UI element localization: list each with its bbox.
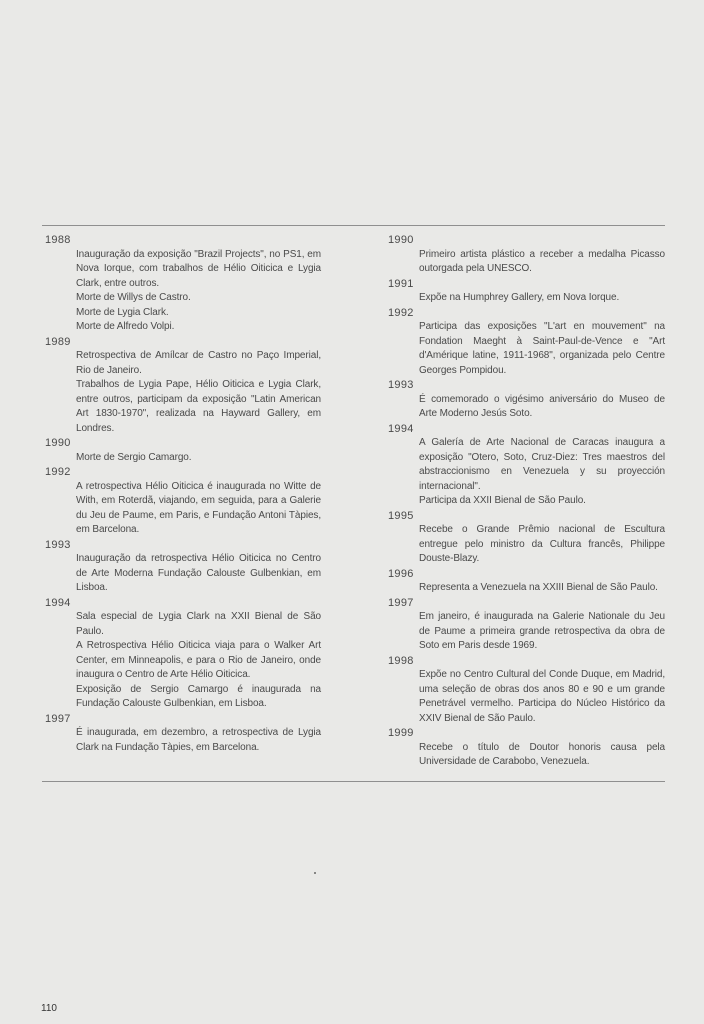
year-heading: 1992 xyxy=(388,306,414,319)
timeline-entry: A Galería de Arte Nacional de Caracas inaugura a exposição "Otero, Soto, Cruz-Diez: Tres maestros del abstraccionismo en Venezuela y su proyección internacional". xyxy=(419,437,665,492)
left-timeline-column xyxy=(45,233,321,755)
timeline-entry: Expõe no Centro Cultural del Conde Duque, em Madrid, uma seleção de obras dos anos 80 e 90 e um grande Penetrável vermelho. Participa do Núcleo Histórico da XXIV Bienal de São Paulo. xyxy=(419,669,665,724)
timeline-entry: Expõe na Humphrey Gallery, em Nova Iorque. xyxy=(419,292,620,303)
ink-speck xyxy=(314,872,316,874)
year-entries xyxy=(419,393,665,422)
timeline-entry: Inauguração da exposição "Brazil Projects", no PS1, em Nova Iorque, com trabalhos de Hélio Oiticica e Lygia Clark, entre outros. xyxy=(76,248,321,289)
year-heading: 1993 xyxy=(45,538,71,551)
timeline-year-block xyxy=(388,726,665,770)
timeline-entry: Morte de Willys de Castro. xyxy=(76,292,191,303)
timeline-year-block xyxy=(388,306,665,379)
year-heading: 1990 xyxy=(388,234,414,246)
year-heading: 1997 xyxy=(388,596,414,609)
timeline-entry: Exposição de Sergio Camargo é inaugurada na Fundação Calouste Gulbenkian, em Lisboa. xyxy=(76,683,321,709)
year-heading: 1988 xyxy=(45,234,71,246)
timeline-entry: A retrospectiva Hélio Oiticica é inaugurada no Witte de With, em Roterdã, viajando, em seguida, para a Galerie du Jeu de Paume, em Paris, e Fundação Antoni Tàpies, em Barcelona. xyxy=(76,480,321,535)
timeline-entry: Em janeiro, é inaugurada na Galerie Nationale du Jeu de Paume a primeira grande retrospectiva da obra de Soto em Paris desde 1969. xyxy=(419,611,665,651)
year-heading: 1997 xyxy=(45,712,71,725)
timeline-entry: Participa das exposições "L'art en mouvement" na Fondation Maeght à Saint-Paul-de-Vence e "Art d'Amérique latine, 1911-1968", organizada pelo Centre Georges Pompidou. xyxy=(419,321,665,376)
year-entries xyxy=(419,291,665,306)
timeline-year-block xyxy=(45,335,321,437)
year-heading: 1998 xyxy=(388,654,414,667)
timeline-entry: É comemorado o vigésimo aniversário do Museo de Arte Moderno Jesús Soto. xyxy=(419,393,665,419)
year-entries xyxy=(76,480,321,538)
timeline-year-block xyxy=(388,567,665,596)
timeline-entry: Morte de Alfredo Volpi. xyxy=(76,321,175,332)
timeline-year-block xyxy=(45,465,321,538)
timeline-entry: Primeiro artista plástico a receber a medalha Picasso outorgada pela UNESCO. xyxy=(419,248,665,274)
year-entries xyxy=(419,668,665,726)
timeline-entry: Morte de Sergio Camargo. xyxy=(76,451,192,463)
timeline-entry: Participa da XXII Bienal de São Paulo. xyxy=(419,495,586,506)
year-heading: 1991 xyxy=(388,277,414,290)
timeline-year-block xyxy=(388,378,665,422)
year-heading: 1993 xyxy=(388,379,414,391)
year-heading: 1999 xyxy=(388,727,414,739)
timeline-year-block xyxy=(45,233,321,335)
year-entries xyxy=(76,552,321,596)
year-entries xyxy=(76,610,321,712)
timeline-entry: Recebe o título de Doutor honoris causa pela Universidade de Carabobo, Venezuela. xyxy=(419,741,665,767)
year-entries xyxy=(419,741,665,770)
timeline-entry: Inauguração da retrospectiva Hélio Oiticica no Centro de Arte Moderna Fundação Calouste Gulbenkian, em Lisboa. xyxy=(76,553,321,593)
timeline-year-block xyxy=(45,712,321,756)
timeline-entry: Trabalhos de Lygia Pape, Hélio Oiticica e Lygia Clark, entre outros, participam da exposição "Latin American Art 1830-1970", realizada na Hayward Gallery, em Londres. xyxy=(76,379,321,434)
year-entries xyxy=(419,610,665,654)
timeline-entry: Morte de Lygia Clark. xyxy=(76,306,169,318)
timeline-year-block xyxy=(45,596,321,712)
year-entries xyxy=(76,349,321,436)
timeline-year-block xyxy=(388,654,665,727)
year-heading: 1994 xyxy=(388,422,414,435)
year-heading: 1992 xyxy=(45,466,71,478)
year-entries xyxy=(419,581,665,596)
timeline-year-block xyxy=(45,436,321,465)
year-entries xyxy=(76,248,321,335)
year-entries xyxy=(76,726,321,755)
timeline-year-block xyxy=(388,233,665,277)
bottom-rule xyxy=(42,781,665,782)
year-entries xyxy=(419,436,665,509)
timeline-year-block xyxy=(388,422,665,509)
year-entries xyxy=(419,248,665,277)
timeline-entry: Representa a Venezuela na XXIII Bienal de São Paulo. xyxy=(419,582,658,593)
year-heading: 1996 xyxy=(388,567,414,580)
year-entries xyxy=(76,451,321,466)
year-heading: 1995 xyxy=(388,509,414,522)
timeline-entry: A Retrospectiva Hélio Oiticica viaja para o Walker Art Center, em Minneapolis, e para o Rio de Janeiro, onde inaugura o Centro de Arte Hélio Oiticica. xyxy=(76,640,321,680)
timeline-year-block xyxy=(388,277,665,306)
year-heading: 1994 xyxy=(45,596,71,609)
year-heading: 1990 xyxy=(45,437,71,449)
timeline-year-block xyxy=(388,596,665,654)
page-number: 110 xyxy=(41,1003,57,1014)
year-heading: 1989 xyxy=(45,335,71,348)
timeline-year-block xyxy=(388,509,665,567)
timeline-entry: Sala especial de Lygia Clark na XXII Bienal de São Paulo. xyxy=(76,611,321,637)
top-rule xyxy=(42,225,665,226)
timeline-year-block xyxy=(45,538,321,596)
timeline-entry: Recebe o Grande Prêmio nacional de Escultura entregue pelo ministro da Cultura francês, Philippe Douste-Blazy. xyxy=(419,524,665,564)
timeline-entry: É inaugurada, em dezembro, a retrospectiva de Lygia Clark na Fundação Tàpies, em Barcelona. xyxy=(76,727,321,753)
right-timeline-column xyxy=(388,233,665,770)
timeline-entry: Retrospectiva de Amílcar de Castro no Paço Imperial, Rio de Janeiro. xyxy=(76,350,321,376)
year-entries xyxy=(419,523,665,567)
year-entries xyxy=(419,320,665,378)
